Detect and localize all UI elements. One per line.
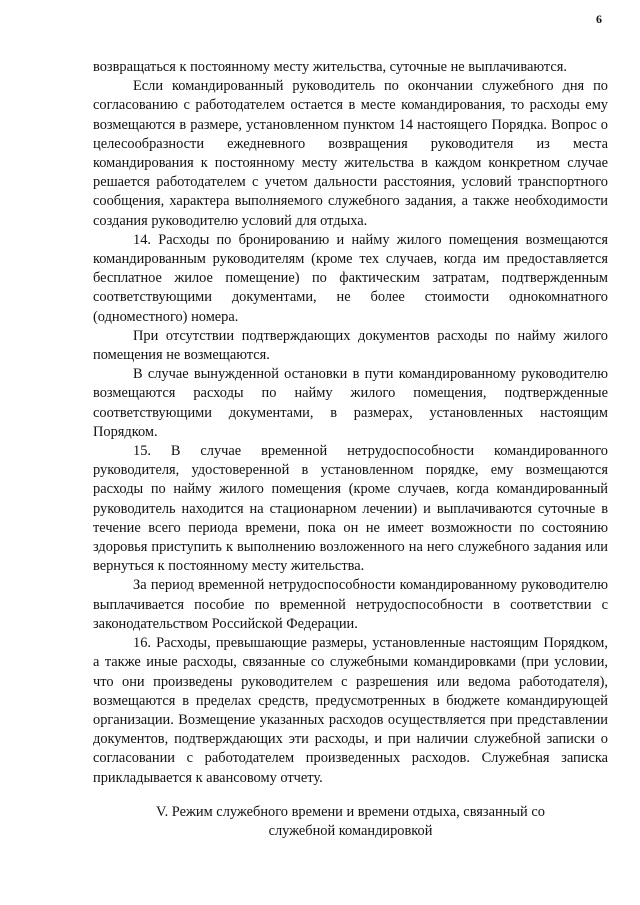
paragraph-disability-allowance: За период временной нетрудоспособности командированному руководителю выплачивается пособие по временной нетрудоспособности в соответствии с законодательством Российской Федерации. [93, 577, 608, 632]
paragraph-continuation: возвращаться к постоянному месту жительства, суточные не выплачиваются. [93, 59, 567, 75]
section-heading-line-1: V. Режим служебного времени и времени отдыха, связанный со [156, 804, 545, 820]
paragraph-item-15: 15. В случае временной нетрудоспособности командированного руководителя, удостоверенной в установленном порядке, ему возмещаются расходы по найму жилого помещения (кроме случаев, когда командированный руководитель находится на стационарном лечении) и выплачиваются суточные в течение всего периода времени, пока он не имеет возможности по состоянию здоровья приступить к выполнению возложенного на него служебного задания или вернуться к постоянному месту жительства. [93, 443, 608, 575]
paragraph-item-14: 14. Расходы по бронированию и найму жилого помещения возмещаются командированным руководителям (кроме тех случаев, когда им предоставляется бесплатное жилое помещение) по фактическим затратам, подтвержденным соответствующими документами, не более стоимости однокомнатного (одноместного) номера. [93, 231, 608, 325]
section-heading [93, 803, 608, 841]
page-number: 6 [596, 12, 602, 26]
paragraph-forced-stop: В случае вынужденной остановки в пути командированному руководителю возмещаются расходы по найму жилого помещения, подтвержденные соответствующими документами, в размерах, установленных настоящим Порядком. [93, 366, 608, 440]
paragraph-no-documents: При отсутствии подтверждающих документов расходы по найму жилого помещения не возмещаются. [93, 327, 608, 364]
paragraph-item-16: 16. Расходы, превышающие размеры, установленные настоящим Порядком, а также иные расходы, связанные со служебными командировками (при условии, что они произведены руководителем с разрешения или ведома работодателя), возмещаются в пределах средств, предусмотренных в бюджете командирующей организации. Возмещение указанных расходов осуществляется при представлении документов, подтверждающих эти расходы, и при наличии служебной записки о согласовании с работодателем произведенных расходов. Служебная записка прикладывается к авансовому отчету. [93, 635, 608, 786]
section-heading-line-2: служебной командировкой [268, 823, 433, 840]
document-body [93, 58, 608, 788]
paragraph-return-daily: Если командированный руководитель по окончании служебного дня по согласованию с работодателем остается в месте командирования, то расходы ему возмещаются в размере, установленном пунктом 14 настоящего Порядка. Вопрос о целесообразности ежедневного возвращения руководителя из места командирования к постоянному месту жительства в каждом конкретном случае решается работодателем с учетом дальности расстояния, условий транспортного сообщения, характера выполняемого служебного задания, а также необходимости создания руководителю условий для отдыха. [93, 78, 608, 229]
